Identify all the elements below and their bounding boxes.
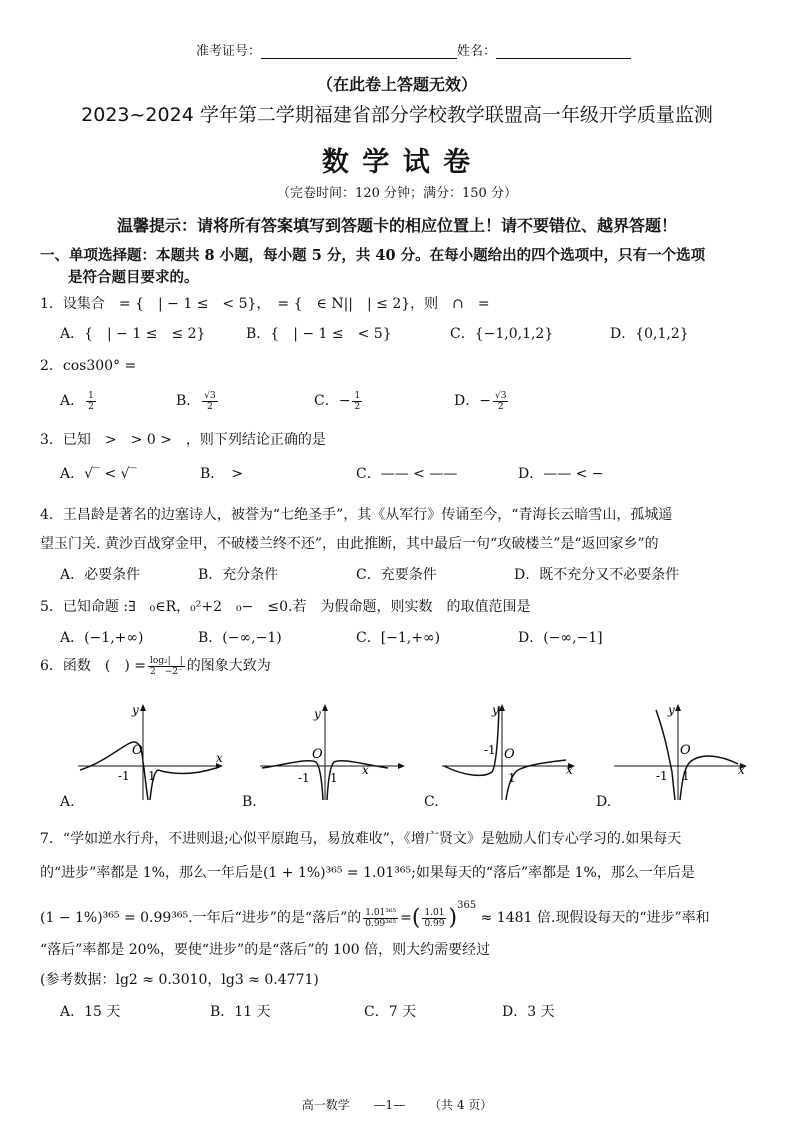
name-label: 姓名： bbox=[457, 44, 497, 59]
question-7-reference: (参考数据：lg2 ≈ 0.3010，lg3 ≈ 0.4771) bbox=[40, 972, 319, 988]
denominator: 2 −2⁻ bbox=[150, 666, 183, 677]
question-7-line3 bbox=[40, 900, 710, 931]
question-4-option-a[interactable]: A．必要条件 bbox=[60, 567, 141, 583]
numerator: log₂| | bbox=[150, 655, 183, 666]
question-1-option-a[interactable]: A．{ | − 1 ≤ ≤ 2} bbox=[60, 326, 206, 342]
question-4-option-d[interactable]: D．既不充分又不必要条件 bbox=[514, 567, 680, 583]
denominator: 2 bbox=[207, 401, 213, 412]
notice: （在此卷上答题无效） bbox=[316, 75, 477, 94]
question-4-line2: 望玉门关. 黄沙百战穿金甲，不破楼兰终不还”，由此推断，其中最后一句“攻破楼兰”是“返回家乡”的 bbox=[40, 536, 659, 552]
graph-d[interactable] bbox=[612, 702, 762, 802]
question-3-option-b[interactable]: B． > bbox=[200, 466, 244, 482]
x-label: x bbox=[566, 763, 573, 777]
one-label: 1 bbox=[682, 769, 690, 783]
question-5-option-b[interactable]: B．(−∞,−1) bbox=[198, 630, 282, 646]
one-label: 1 bbox=[508, 771, 516, 785]
denominator: 0.99³⁶⁵ bbox=[365, 918, 397, 929]
question-7-line4: “落后”率都是 20%，要使“进步”的是“落后”的 100 倍，则大约需要经过 bbox=[40, 942, 491, 958]
origin-label: O bbox=[132, 743, 143, 758]
x-axis-arrow-icon bbox=[398, 763, 405, 769]
neg-one-label: -1 bbox=[656, 769, 668, 783]
exponent: 365 bbox=[457, 900, 477, 911]
curve-left bbox=[656, 710, 675, 800]
denominator: 2 bbox=[354, 401, 361, 412]
option-letter: B． bbox=[176, 393, 201, 409]
graph-a[interactable] bbox=[76, 702, 226, 802]
numerator: √3 bbox=[204, 390, 216, 401]
graph-c-label: C. bbox=[424, 794, 439, 810]
question-2-option-b[interactable] bbox=[176, 390, 220, 412]
reminder: 温馨提示：请将所有答案填写到答题卡的相应位置上！请不要错位、越界答题！ bbox=[116, 216, 677, 235]
exam-info: （完卷时间：120 分钟；满分：150 分） bbox=[277, 186, 517, 201]
ratio-fraction bbox=[363, 908, 398, 929]
footer-total-pages: （共 4 页） bbox=[429, 1098, 493, 1112]
x-label: x bbox=[362, 763, 369, 777]
fraction bbox=[202, 391, 217, 412]
subject-title: 数 学 试 卷 bbox=[321, 147, 473, 178]
page-footer bbox=[0, 1096, 794, 1113]
graph-c[interactable] bbox=[440, 702, 590, 802]
denominator: 2 bbox=[497, 401, 504, 412]
fraction bbox=[352, 391, 362, 412]
exam-id-label: 准考证号： bbox=[196, 44, 262, 59]
line3-part-a: (1 − 1%)³⁶⁵ = 0.99³⁶⁵.一年后“进步”的是“落后”的 bbox=[40, 910, 362, 926]
exam-header bbox=[196, 40, 631, 59]
question-5-stem: 5．已知命题 :∃ ₀∈R，₀²+2 ₀− ≤0.若 为假命题，则实数 的取值范围是 bbox=[40, 599, 531, 615]
x-label: x bbox=[216, 751, 223, 765]
question-1-option-c[interactable]: C．{−1,0,1,2} bbox=[450, 326, 554, 342]
neg-one-label: -1 bbox=[118, 769, 130, 783]
question-2-option-d[interactable] bbox=[454, 390, 510, 412]
origin-label: O bbox=[504, 747, 515, 762]
question-7-option-d[interactable]: D．3 天 bbox=[502, 1004, 555, 1020]
graph-b[interactable] bbox=[258, 702, 408, 802]
neg-one-label: -1 bbox=[484, 743, 496, 757]
question-7-line2: 的“进步”率都是 1%，那么一年后是(1 + 1%)³⁶⁵ = 1.01³⁶⁵;如果每天的“落后”率都是 1%，那么一年后是 bbox=[40, 865, 695, 881]
option-letter: A． bbox=[60, 393, 85, 409]
exam-id-field[interactable] bbox=[261, 44, 457, 59]
curve-left bbox=[262, 761, 323, 800]
section-heading-cont: 是符合题目要求的。 bbox=[68, 269, 199, 286]
y-label: y bbox=[492, 703, 499, 717]
y-label: y bbox=[314, 707, 321, 721]
graph-a-label: A. bbox=[60, 794, 75, 810]
denominator: 2 bbox=[88, 401, 94, 412]
question-7-option-a[interactable]: A．15 天 bbox=[60, 1004, 121, 1020]
question-4-line1: 4．王昌龄是著名的边塞诗人，被誉为“七绝圣手”，其《从军行》传诵至今，“青海长云暗雪山，孤城遥 bbox=[40, 507, 673, 523]
curve-right bbox=[150, 768, 216, 800]
y-label: y bbox=[132, 703, 139, 717]
right-paren-icon: ) bbox=[448, 905, 458, 931]
question-2-option-c[interactable] bbox=[314, 390, 364, 412]
question-4-option-c[interactable]: C．充要条件 bbox=[356, 567, 437, 583]
numerator: 1 bbox=[88, 390, 94, 401]
y-label: y bbox=[668, 703, 675, 717]
numerator: 1 bbox=[354, 390, 361, 401]
exam-title: 2023~2024 学年第二学期福建省部分学校教学联盟高一年级开学质量监测 bbox=[81, 104, 713, 126]
fraction bbox=[493, 391, 508, 412]
graph-b-label: B. bbox=[242, 794, 257, 810]
graph-d-label: D. bbox=[596, 794, 612, 810]
x-label: x bbox=[738, 763, 745, 777]
name-field[interactable] bbox=[496, 44, 631, 59]
fraction bbox=[86, 391, 96, 412]
question-7-option-b[interactable]: B．11 天 bbox=[210, 1004, 271, 1020]
option-letter: D．− bbox=[454, 393, 491, 409]
option-letter: C．− bbox=[314, 393, 351, 409]
one-label: 1 bbox=[148, 769, 156, 783]
y-axis-arrow-icon bbox=[675, 704, 681, 711]
question-3-option-d[interactable]: D．—— < − bbox=[518, 466, 604, 482]
question-3-option-a[interactable]: A．√‾ < √‾ bbox=[60, 466, 137, 482]
question-5-option-a[interactable]: A．(−1,+∞) bbox=[60, 630, 144, 646]
curve-left bbox=[444, 706, 499, 775]
question-7-option-c[interactable]: C．7 天 bbox=[364, 1004, 417, 1020]
line3-part-b: ≈ 1481 倍.现假设每天的“进步”率和 bbox=[480, 910, 710, 926]
question-7-line1: 7．“学如逆水行舟，不进则退;心似平原跑马，易放难收”，《增广贤文》是勉励人们专心学习的.如果每天 bbox=[40, 831, 682, 847]
denominator: 0.99 bbox=[424, 918, 445, 929]
numerator: √3 bbox=[494, 390, 507, 401]
question-3-option-c[interactable]: C．—— < —— bbox=[356, 466, 458, 482]
origin-label: O bbox=[312, 747, 323, 762]
function-prefix: 6．函数 ( ) = bbox=[40, 658, 147, 674]
left-paren-icon: ( bbox=[411, 905, 421, 931]
question-2-stem: 2．cos300° = bbox=[40, 358, 137, 374]
y-axis-arrow-icon bbox=[499, 704, 505, 711]
numerator: 1.01 bbox=[424, 907, 445, 918]
question-2-option-a[interactable] bbox=[60, 390, 98, 412]
question-3-stem: 3．已知 > > 0 > ，则下列结论正确的是 bbox=[40, 432, 326, 448]
y-axis-arrow-icon bbox=[322, 704, 328, 711]
footer-subject: 高一数学 bbox=[301, 1098, 350, 1112]
question-1-option-d[interactable]: D．{0,1,2} bbox=[610, 326, 689, 342]
question-6-stem bbox=[40, 655, 271, 677]
inner-fraction bbox=[422, 908, 446, 929]
question-5-option-c[interactable]: C．[−1,+∞) bbox=[356, 630, 441, 646]
question-1-stem: 1．设集合 = { | − 1 ≤ < 5}， = { ∈ N|| | ≤ 2}，则 ∩ = bbox=[40, 296, 490, 312]
question-5-option-d[interactable]: D．(−∞,−1] bbox=[518, 630, 603, 646]
equals-sign: = bbox=[400, 910, 412, 926]
footer-page-number: —1— bbox=[373, 1098, 406, 1112]
question-4-option-b[interactable]: B．充分条件 bbox=[198, 567, 279, 583]
origin-label: O bbox=[680, 743, 691, 758]
function-fraction bbox=[148, 656, 185, 677]
y-axis-arrow-icon bbox=[140, 704, 146, 711]
question-1-option-b[interactable]: B．{ | − 1 ≤ < 5} bbox=[246, 326, 392, 342]
one-label: 1 bbox=[330, 771, 338, 785]
numerator: 1.01³⁶⁵ bbox=[365, 907, 397, 918]
section-heading: 一、单项选择题：本题共 8 小题，每小题 5 分，共 40 分。在每小题给出的四个选项中，只有一个选项 bbox=[40, 247, 706, 264]
function-suffix: 的图象大致为 bbox=[186, 658, 271, 674]
neg-one-label: -1 bbox=[298, 771, 310, 785]
